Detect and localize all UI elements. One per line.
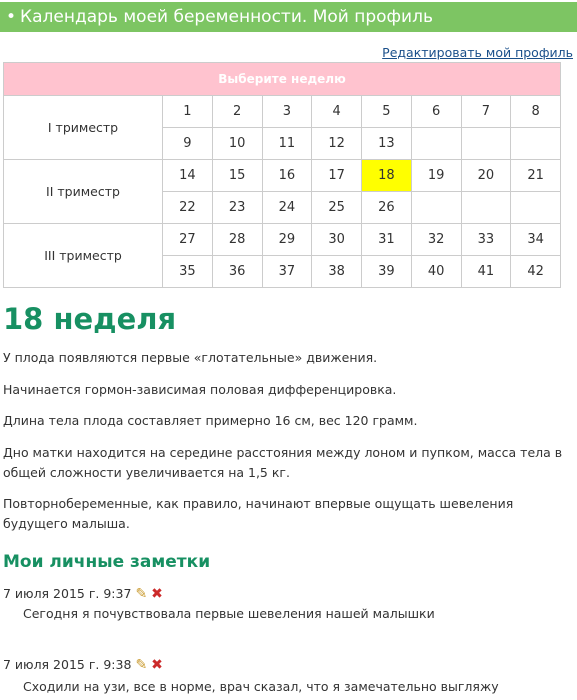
week-cell-26[interactable]: 26 <box>362 192 412 224</box>
week-cell-29[interactable]: 29 <box>262 224 312 256</box>
week-paragraph: Дно матки находится на середине расстояния между лоном и пупком, масса тела в общей сложности увеличивается на 1,5 кг. <box>3 445 563 480</box>
week-cell-4[interactable]: 4 <box>312 96 362 128</box>
week-cell-33[interactable]: 33 <box>461 224 511 256</box>
week-cell-31[interactable]: 31 <box>362 224 412 256</box>
week-cell-32[interactable]: 32 <box>411 224 461 256</box>
trimester-label: III триместр <box>4 224 163 288</box>
week-title: 18 неделя <box>3 302 177 336</box>
week-cell-1[interactable]: 1 <box>163 96 213 128</box>
week-cell-15[interactable]: 15 <box>212 160 262 192</box>
week-cell-12[interactable]: 12 <box>312 128 362 160</box>
week-cell-22[interactable]: 22 <box>163 192 213 224</box>
week-cell-20[interactable]: 20 <box>461 160 511 192</box>
week-cell-14[interactable]: 14 <box>163 160 213 192</box>
week-cell-2[interactable]: 2 <box>212 96 262 128</box>
week-paragraph: Повторнобеременные, как правило, начинают впервые ощущать шевеления будущего малыша. <box>3 496 514 531</box>
week-cell-36[interactable]: 36 <box>212 256 262 288</box>
empty-cell <box>461 192 511 224</box>
empty-cell <box>411 128 461 160</box>
week-cell-27[interactable]: 27 <box>163 224 213 256</box>
week-cell-39[interactable]: 39 <box>362 256 412 288</box>
empty-cell <box>461 128 511 160</box>
week-cell-10[interactable]: 10 <box>212 128 262 160</box>
week-cell-34[interactable]: 34 <box>511 224 561 256</box>
page-header <box>0 2 577 32</box>
week-cell-11[interactable]: 11 <box>262 128 312 160</box>
note-date <box>3 585 163 603</box>
week-cell-16[interactable]: 16 <box>262 160 312 192</box>
week-cell-42[interactable]: 42 <box>511 256 561 288</box>
week-paragraph: Начинается гормон-зависимая половая дифференцировка. <box>3 382 397 397</box>
week-cell-30[interactable]: 30 <box>312 224 362 256</box>
week-cell-21[interactable]: 21 <box>511 160 561 192</box>
week-cell-23[interactable]: 23 <box>212 192 262 224</box>
week-cell-5[interactable]: 5 <box>362 96 412 128</box>
notes-title: Мои личные заметки <box>3 552 211 572</box>
note-text: Сегодня я почувствовала первые шевеления нашей малышки <box>23 606 435 621</box>
week-cell-8[interactable]: 8 <box>511 96 561 128</box>
week-cell-18[interactable]: 18 <box>362 160 412 192</box>
calendar-title: Выберите неделю <box>4 63 561 96</box>
week-cell-19[interactable]: 19 <box>411 160 461 192</box>
week-cell-9[interactable]: 9 <box>163 128 213 160</box>
note-date-text: 7 июля 2015 г. 9:37 <box>3 586 132 601</box>
note-date <box>3 656 163 674</box>
week-cell-28[interactable]: 28 <box>212 224 262 256</box>
week-cell-6[interactable]: 6 <box>411 96 461 128</box>
pencil-icon[interactable]: ✎ <box>135 586 148 602</box>
empty-cell <box>511 128 561 160</box>
week-cell-40[interactable]: 40 <box>411 256 461 288</box>
week-cell-38[interactable]: 38 <box>312 256 362 288</box>
week-cell-17[interactable]: 17 <box>312 160 362 192</box>
trimester-label: II триместр <box>4 160 163 224</box>
edit-profile-link[interactable]: Редактировать мой профиль <box>382 45 573 60</box>
pencil-icon[interactable]: ✎ <box>135 657 148 673</box>
note-date-text: 7 июля 2015 г. 9:38 <box>3 657 132 672</box>
week-cell-25[interactable]: 25 <box>312 192 362 224</box>
week-cell-37[interactable]: 37 <box>262 256 312 288</box>
cross-icon[interactable]: ✖ <box>151 657 163 673</box>
page-title: Календарь моей беременности. Мой профиль <box>20 7 433 27</box>
week-paragraph: У плода появляются первые «глотательные» движения. <box>3 350 378 365</box>
week-cell-41[interactable]: 41 <box>461 256 511 288</box>
header-bullet: • <box>6 7 17 27</box>
note-text: Сходили на узи, все в норме, врач сказал, что я замечательно выгляжу <box>23 679 499 694</box>
week-cell-24[interactable]: 24 <box>262 192 312 224</box>
cross-icon[interactable]: ✖ <box>151 586 163 602</box>
week-calendar <box>3 62 561 288</box>
week-paragraph: Длина тела плода составляет примерно 16 см, вес 120 грамм. <box>3 413 418 428</box>
week-cell-13[interactable]: 13 <box>362 128 412 160</box>
trimester-label: I триместр <box>4 96 163 160</box>
empty-cell <box>411 192 461 224</box>
week-cell-3[interactable]: 3 <box>262 96 312 128</box>
week-cell-7[interactable]: 7 <box>461 96 511 128</box>
empty-cell <box>511 192 561 224</box>
week-cell-35[interactable]: 35 <box>163 256 213 288</box>
